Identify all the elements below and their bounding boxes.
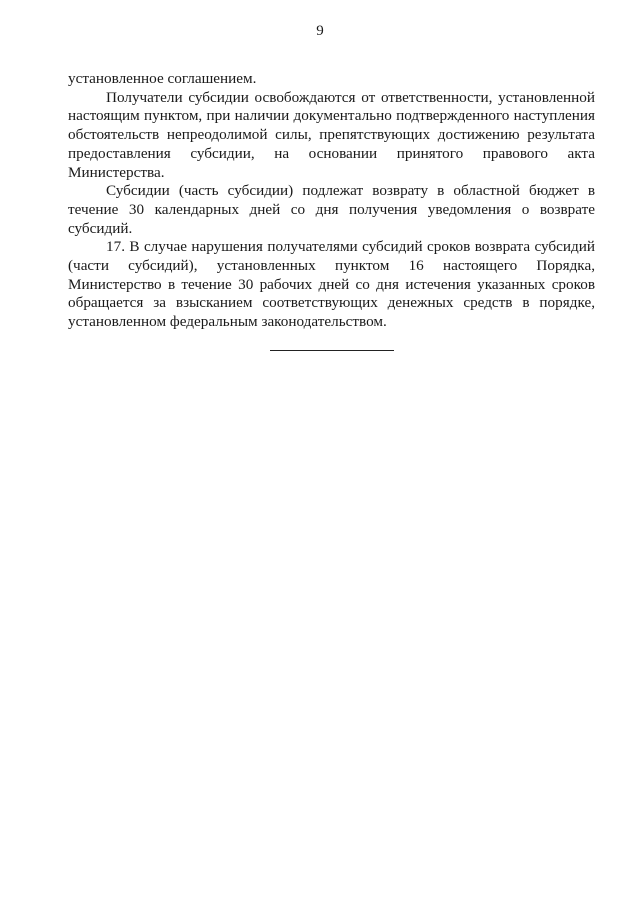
end-of-text-divider [270, 350, 394, 351]
paragraph-17-violation: 17. В случае нарушения получателями субсидий сроков возврата субсидий (части субсидий), установленных пунктом 16 настоящего Порядка, Министерство в течение 30 рабочих дней со дня истечения указанных сроков обращается за взысканием соответствующих денежных средств в порядке, установленном федеральным законодательством. [68, 238, 595, 331]
paragraph-subsidy-return: Субсидии (часть субсидии) подлежат возврату в областной бюджет в течение 30 календарных дней со дня получения уведомления о возврате субсидий. [68, 182, 595, 237]
document-body [68, 70, 595, 332]
page-number: 9 [316, 23, 324, 39]
paragraph-liability-exemption: Получатели субсидии освобождаются от ответственности, установленной настоящим пунктом, при наличии документально подтвержденного наступления обстоятельств непреодолимой силы, препятствующих достижению результата предоставления субсидии, на основании принятого правового акта Министерства. [68, 88, 595, 181]
paragraph-continuation: установленное соглашением. [68, 70, 257, 87]
